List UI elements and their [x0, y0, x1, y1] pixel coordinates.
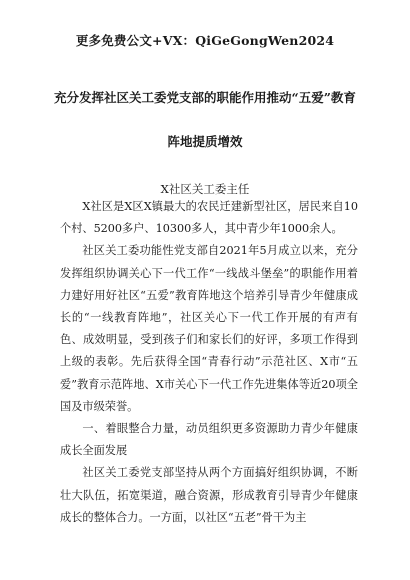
section-heading: 一、着眼整合力量，动员组织更多资源助力青少年健康成长全面发展 [60, 422, 358, 458]
document-body [60, 196, 358, 529]
author-line: X社区关工委主任 [160, 182, 250, 196]
paragraph: 社区关工委党支部坚持从两个方面搞好组织协调，不断壮大队伍，拓宽渠道，融合资源，形成教育引导青少年健康成长的整体合力。一方面，以社区“五老”骨干为主 [60, 466, 358, 524]
paragraph: X社区是X区X镇最大的农民迁建新型社区，居民来自10个村、5200多户、10300多人，其中青少年1000余人。 [60, 200, 358, 236]
document-title-line-2: 阵地提质增效 [167, 134, 243, 149]
header-banner: 更多免费公文+VX：QiGeGongWen2024 [75, 33, 335, 48]
document-title-line-1: 充分发挥社区关工委党支部的职能作用推动“五爱”教育 [54, 90, 356, 105]
paragraph: 社区关工委功能性党支部自2021年5月成立以来，充分发挥组织协调关心下一代工作“一线战斗堡垒”的职能作用着力建好用好社区“五爱”教育阵地这个培养引导青少年健康成长的“一线教育阵地”，社区关心下一代工作开展的有声有色、成效明显，受到孩子们和家长们的好评，多项工作得到上级的表彰。先后获得全国“青春行动”示范社区、X市“五爱”教育示范阵地、X市关心下一代工作先进集体等近20项全国及市级荣誉。 [60, 244, 358, 413]
